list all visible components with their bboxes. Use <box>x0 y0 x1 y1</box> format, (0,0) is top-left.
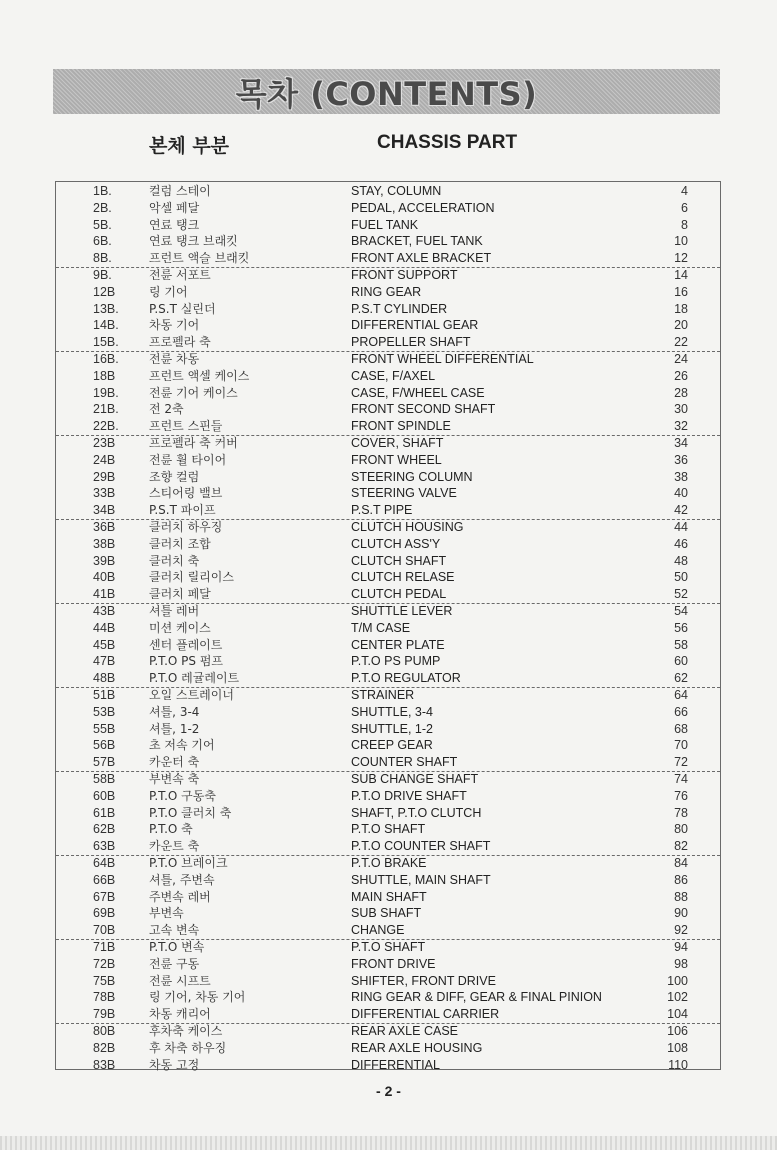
toc-entry <box>56 872 720 889</box>
toc-entry <box>56 553 720 570</box>
entry-english-title: STEERING VALVE <box>351 486 457 501</box>
entry-code: 55B <box>93 721 116 736</box>
entry-code: 69B <box>93 906 116 921</box>
entry-korean-title: 차동 고정 <box>149 1057 200 1072</box>
entry-english-title: SHUTTLE, 3-4 <box>351 704 433 719</box>
entry-english-title: PROPELLER SHAFT <box>351 335 471 350</box>
entry-korean-title: 클러치 릴리이스 <box>149 570 234 585</box>
entry-page: 24 <box>674 352 688 366</box>
entry-korean-title: 악셀 페달 <box>149 200 200 215</box>
entry-korean-title: 차동 캐리어 <box>149 1007 211 1022</box>
toc-entry <box>56 956 720 973</box>
entry-code: 66B <box>93 872 116 887</box>
entry-english-title: FRONT AXLE BRACKET <box>351 251 492 266</box>
entry-korean-title: P.T.O 변속 <box>149 940 205 954</box>
toc-entry <box>56 301 720 318</box>
toc-entry <box>56 620 720 637</box>
entry-english-title: CLUTCH HOUSING <box>351 520 464 534</box>
entry-korean-title: 카운터 축 <box>149 755 200 770</box>
entry-code: 1B. <box>93 184 112 198</box>
entry-korean-title: P.T.O PS 펌프 <box>149 654 224 669</box>
entry-page: 84 <box>674 856 688 870</box>
entry-korean-title: P.S.T 실린더 <box>149 301 216 316</box>
entry-korean-title: 프런트 액셀 케이스 <box>149 368 250 383</box>
entry-code: 2B. <box>93 200 112 215</box>
entry-english-title: REAR AXLE HOUSING <box>351 1040 483 1055</box>
entry-page: 56 <box>674 620 688 635</box>
entry-english-title: CLUTCH ASS'Y <box>351 536 441 551</box>
toc-entry <box>56 385 720 402</box>
entry-english-title: SHIFTER, FRONT DRIVE <box>351 973 496 988</box>
entry-page: 36 <box>674 452 688 467</box>
entry-code: 40B <box>93 570 116 585</box>
entry-code: 82B <box>93 1040 116 1055</box>
toc-group <box>56 435 720 520</box>
entry-code: 47B <box>93 654 116 669</box>
entry-page: 54 <box>674 604 688 618</box>
toc-entry <box>56 502 720 519</box>
entry-page: 40 <box>674 486 688 501</box>
entry-english-title: FRONT WHEEL DIFFERENTIAL <box>351 352 534 366</box>
toc-entry <box>56 670 720 687</box>
toc-entry <box>56 838 720 855</box>
toc-entry <box>56 519 720 536</box>
entry-korean-title: 조향 컬럼 <box>149 469 200 484</box>
entry-page: 48 <box>674 553 688 568</box>
toc-entry <box>56 922 720 939</box>
entry-korean-title: 후차축 케이스 <box>149 1024 223 1038</box>
entry-english-title: DIFFERENTIAL <box>351 1057 440 1072</box>
entry-english-title: T/M CASE <box>351 620 411 635</box>
entry-english-title: P.T.O BRAKE <box>351 856 427 870</box>
entry-korean-title: 차동 기어 <box>149 318 200 333</box>
entry-english-title: FUEL TANK <box>351 217 419 232</box>
entry-english-title: FRONT SPINDLE <box>351 419 451 434</box>
entry-korean-title: 부변속 축 <box>149 772 200 786</box>
entry-english-title: CASE, F/AXEL <box>351 368 436 383</box>
entry-english-title: P.T.O COUNTER SHAFT <box>351 839 491 854</box>
toc-entry <box>56 855 720 872</box>
toc-entry <box>56 737 720 754</box>
toc-entry <box>56 418 720 435</box>
toc-entry <box>56 989 720 1006</box>
entry-page: 76 <box>674 788 688 803</box>
toc-group <box>56 183 720 268</box>
toc-group <box>56 603 720 688</box>
entry-page: 20 <box>674 318 688 333</box>
entry-code: 13B. <box>93 301 119 316</box>
entry-code: 60B <box>93 788 116 803</box>
toc-entry <box>56 200 720 217</box>
entry-korean-title: 전륜 기어 케이스 <box>149 385 238 400</box>
entry-page: 88 <box>674 889 688 904</box>
entry-code: 67B <box>93 889 116 904</box>
toc-entry <box>56 1023 720 1040</box>
toc-entry <box>56 973 720 990</box>
toc-entry <box>56 821 720 838</box>
entry-english-title: CHANGE <box>351 923 405 938</box>
entry-korean-title: 셔틀, 3-4 <box>149 704 200 719</box>
toc-entry <box>56 721 720 738</box>
entry-page: 8 <box>681 217 688 232</box>
entry-page: 14 <box>674 268 688 282</box>
entry-korean-title: 셔틀, 1-2 <box>149 721 200 736</box>
toc-entry <box>56 569 720 586</box>
toc-entry <box>56 1040 720 1057</box>
entry-page: 74 <box>674 772 688 786</box>
entry-english-title: CASE, F/WHEEL CASE <box>351 385 485 400</box>
entry-english-title: COVER, SHAFT <box>351 436 444 450</box>
entry-code: 21B. <box>93 402 119 417</box>
entry-korean-title: 프로펠라 축 <box>149 335 211 350</box>
entry-code: 78B <box>93 990 116 1005</box>
entry-code: 61B <box>93 805 116 820</box>
entry-page: 26 <box>674 368 688 383</box>
entry-code: 63B <box>93 839 116 854</box>
entry-page: 94 <box>674 940 688 954</box>
toc-entry <box>56 939 720 956</box>
entry-code: 58B <box>93 772 116 786</box>
entry-page: 44 <box>674 520 688 534</box>
toc-entry <box>56 586 720 603</box>
toc-entry <box>56 905 720 922</box>
entry-english-title: P.T.O PS PUMP <box>351 654 441 669</box>
entry-english-title: CLUTCH PEDAL <box>351 587 447 602</box>
entry-korean-title: 부변속 <box>149 906 184 921</box>
entry-page: 18 <box>674 301 688 316</box>
toc-entry <box>56 687 720 704</box>
entry-code: 44B <box>93 620 116 635</box>
entry-page: 110 <box>668 1057 688 1072</box>
toc-group <box>56 771 720 856</box>
entry-page: 60 <box>674 654 688 669</box>
entry-english-title: P.T.O DRIVE SHAFT <box>351 788 467 803</box>
scan-edge <box>0 1136 777 1150</box>
entry-page: 70 <box>674 738 688 753</box>
entry-code: 33B <box>93 486 116 501</box>
entry-page: 66 <box>674 704 688 719</box>
entry-code: 6B. <box>93 234 112 249</box>
toc-entry <box>56 536 720 553</box>
entry-korean-title: P.T.O 브레이크 <box>149 856 228 870</box>
entry-page: 68 <box>674 721 688 736</box>
entry-page: 28 <box>674 385 688 400</box>
entry-code: 62B <box>93 822 116 837</box>
entry-code: 36B <box>93 520 116 534</box>
entry-page: 98 <box>674 956 688 971</box>
toc-entry <box>56 603 720 620</box>
entry-code: 23B <box>93 436 116 450</box>
entry-korean-title: 전륜 서포트 <box>149 268 211 282</box>
entry-english-title: BRACKET, FUEL TANK <box>351 234 483 249</box>
toc-entry <box>56 788 720 805</box>
entry-english-title: SHUTTLE, MAIN SHAFT <box>351 872 491 887</box>
entry-page: 12 <box>674 251 688 266</box>
entry-code: 9B. <box>93 268 112 282</box>
entry-code: 38B <box>93 536 116 551</box>
toc-entry <box>56 284 720 301</box>
entry-code: 48B <box>93 671 116 686</box>
toc-entry <box>56 452 720 469</box>
entry-korean-title: 클러치 페달 <box>149 587 211 602</box>
entry-page: 38 <box>674 469 688 484</box>
entry-english-title: SHUTTLE LEVER <box>351 604 453 618</box>
entry-code: 70B <box>93 923 116 938</box>
entry-page: 100 <box>667 973 688 988</box>
entry-english-title: RING GEAR & DIFF, GEAR & FINAL PINION <box>351 990 602 1005</box>
toc-entry <box>56 704 720 721</box>
entry-korean-title: 스티어링 밸브 <box>149 486 223 501</box>
toc-group <box>56 855 720 940</box>
toc-group <box>56 519 720 604</box>
entry-korean-title: 프런트 액슬 브래킷 <box>149 251 250 266</box>
entry-english-title: CREEP GEAR <box>351 738 433 753</box>
entry-page: 4 <box>681 184 688 198</box>
entry-code: 12B <box>93 284 116 299</box>
toc-entry <box>56 653 720 670</box>
entry-code: 51B <box>93 688 116 702</box>
toc-entry <box>56 485 720 502</box>
entry-korean-title: P.T.O 클러치 축 <box>149 805 232 820</box>
entry-korean-title: 연료 탱크 <box>149 217 200 232</box>
entry-korean-title: 전 2축 <box>149 402 184 417</box>
toc-entry <box>56 233 720 250</box>
entry-page: 50 <box>674 570 688 585</box>
entry-korean-title: 카운트 축 <box>149 839 200 854</box>
entry-english-title: P.T.O SHAFT <box>351 822 426 837</box>
entry-english-title: FRONT DRIVE <box>351 956 436 971</box>
entry-english-title: CLUTCH SHAFT <box>351 553 447 568</box>
entry-korean-title: 후 차축 하우징 <box>149 1040 227 1055</box>
toc-entry <box>56 351 720 368</box>
entry-code: 19B. <box>93 385 119 400</box>
entry-english-title: CENTER PLATE <box>351 637 445 652</box>
toc-entry <box>56 317 720 334</box>
entry-korean-title: 미션 케이스 <box>149 620 211 635</box>
entry-english-title: P.S.T PIPE <box>351 503 413 518</box>
entry-korean-title: 주변속 레버 <box>149 889 211 904</box>
entry-code: 8B. <box>93 251 112 266</box>
entry-page: 80 <box>674 822 688 837</box>
entry-code: 14B. <box>93 318 119 333</box>
toc-entry <box>56 334 720 351</box>
toc-entry <box>56 401 720 418</box>
entry-code: 43B <box>93 604 116 618</box>
entry-korean-title: 전륜 구동 <box>149 956 200 971</box>
entry-korean-title: 전륜 휠 타이어 <box>149 452 227 467</box>
entry-code: 79B <box>93 1007 116 1022</box>
entry-korean-title: P.T.O 축 <box>149 822 193 837</box>
entry-code: 41B <box>93 587 116 602</box>
page-number: - 2 - <box>376 1083 401 1099</box>
toc-group <box>56 351 720 436</box>
toc-entry <box>56 1006 720 1023</box>
toc-group <box>56 687 720 772</box>
entry-korean-title: 초 저속 기어 <box>149 738 215 753</box>
entry-korean-title: P.T.O 구동축 <box>149 788 216 803</box>
toc-entry <box>56 889 720 906</box>
entry-page: 10 <box>674 234 688 249</box>
toc-entry <box>56 267 720 284</box>
entry-code: 22B. <box>93 419 119 434</box>
entry-korean-title: 컬럼 스테이 <box>149 184 211 198</box>
entry-english-title: FRONT SECOND SHAFT <box>351 402 496 417</box>
entry-english-title: FRONT WHEEL <box>351 452 442 467</box>
entry-english-title: STAY, COLUMN <box>351 184 442 198</box>
table-of-contents <box>55 181 721 1070</box>
entry-page: 42 <box>674 503 688 518</box>
toc-group <box>56 939 720 1024</box>
toc-entry <box>56 805 720 822</box>
entry-code: 53B <box>93 704 116 719</box>
entry-code: 34B <box>93 503 116 518</box>
entry-english-title: SUB SHAFT <box>351 906 422 921</box>
entry-korean-title: 연료 탱크 브래킷 <box>149 234 238 249</box>
entry-page: 102 <box>667 990 688 1005</box>
toc-entry <box>56 771 720 788</box>
entry-page: 82 <box>674 839 688 854</box>
entry-english-title: SHUTTLE, 1-2 <box>351 721 433 736</box>
section-heading-english: CHASSIS PART <box>377 132 518 153</box>
entry-korean-title: 링 기어 <box>149 284 188 299</box>
entry-korean-title: 셔틀 레버 <box>149 604 200 618</box>
entry-page: 6 <box>681 200 688 215</box>
entry-korean-title: 프로펠라 축 커버 <box>149 436 238 450</box>
entry-korean-title: 오일 스트레이너 <box>149 688 234 702</box>
entry-korean-title: 셔틀, 주변속 <box>149 872 215 887</box>
toc-entry <box>56 368 720 385</box>
contents-banner <box>53 69 720 114</box>
entry-page: 78 <box>674 805 688 820</box>
toc-entry <box>56 637 720 654</box>
entry-code: 80B <box>93 1024 116 1038</box>
entry-english-title: P.T.O REGULATOR <box>351 671 461 686</box>
entry-page: 46 <box>674 536 688 551</box>
entry-page: 64 <box>674 688 688 702</box>
entry-page: 72 <box>674 755 688 770</box>
entry-english-title: COUNTER SHAFT <box>351 755 458 770</box>
entry-korean-title: 클러치 조합 <box>149 536 211 551</box>
entry-page: 106 <box>667 1024 688 1038</box>
entry-code: 45B <box>93 637 116 652</box>
entry-page: 58 <box>674 637 688 652</box>
toc-entry <box>56 1057 720 1074</box>
entry-code: 64B <box>93 856 116 870</box>
entry-korean-title: 프런트 스핀들 <box>149 419 223 434</box>
toc-entry <box>56 754 720 771</box>
entry-page: 108 <box>667 1040 688 1055</box>
entry-code: 75B <box>93 973 116 988</box>
entry-page: 52 <box>674 587 688 602</box>
entry-page: 34 <box>674 436 688 450</box>
entry-korean-title: 센터 플레이트 <box>149 637 223 652</box>
banner-title: 목차 (CONTENTS) <box>235 74 538 113</box>
entry-page: 90 <box>674 906 688 921</box>
entry-korean-title: 전륜 시프트 <box>149 973 211 988</box>
entry-code: 29B <box>93 469 116 484</box>
toc-entry <box>56 469 720 486</box>
entry-english-title: MAIN SHAFT <box>351 889 427 904</box>
toc-entry <box>56 435 720 452</box>
toc-group <box>56 267 720 352</box>
entry-code: 71B <box>93 940 116 954</box>
entry-code: 72B <box>93 956 116 971</box>
entry-code: 56B <box>93 738 116 753</box>
entry-page: 92 <box>674 923 688 938</box>
entry-english-title: STEERING COLUMN <box>351 469 473 484</box>
entry-korean-title: P.S.T 파이프 <box>149 503 216 518</box>
entry-korean-title: 고속 변속 <box>149 923 200 938</box>
toc-entry <box>56 183 720 200</box>
entry-english-title: DIFFERENTIAL CARRIER <box>351 1007 500 1022</box>
entry-code: 24B <box>93 452 116 467</box>
entry-page: 22 <box>674 335 688 350</box>
entry-page: 86 <box>674 872 688 887</box>
entry-code: 18B <box>93 368 116 383</box>
entry-english-title: CLUTCH RELASE <box>351 570 455 585</box>
entry-english-title: SUB CHANGE SHAFT <box>351 772 479 786</box>
entry-page: 16 <box>674 284 688 299</box>
entry-page: 62 <box>674 671 688 686</box>
entry-page: 30 <box>674 402 688 417</box>
entry-code: 5B. <box>93 217 112 232</box>
entry-page: 104 <box>667 1007 688 1022</box>
entry-english-title: SHAFT, P.T.O CLUTCH <box>351 805 482 820</box>
entry-page: 32 <box>674 419 688 434</box>
entry-english-title: STRAINER <box>351 688 415 702</box>
toc-entry <box>56 250 720 267</box>
entry-english-title: REAR AXLE CASE <box>351 1024 458 1038</box>
entry-code: 57B <box>93 755 116 770</box>
section-heading-korean: 본체 부분 <box>149 135 230 157</box>
entry-code: 16B. <box>93 352 119 366</box>
entry-english-title: FRONT SUPPORT <box>351 268 458 282</box>
entry-korean-title: 전륜 차동 <box>149 352 200 366</box>
entry-korean-title: 링 기어, 차동 기어 <box>149 990 246 1005</box>
entry-code: 83B <box>93 1057 116 1072</box>
toc-entry <box>56 217 720 234</box>
entry-english-title: P.T.O SHAFT <box>351 940 426 954</box>
entry-korean-title: P.T.O 레귤레이트 <box>149 671 240 686</box>
entry-korean-title: 클러치 축 <box>149 553 200 568</box>
entry-english-title: RING GEAR <box>351 284 422 299</box>
entry-english-title: PEDAL, ACCELERATION <box>351 200 495 215</box>
entry-english-title: DIFFERENTIAL GEAR <box>351 318 479 333</box>
entry-english-title: P.S.T CYLINDER <box>351 301 448 316</box>
entry-code: 15B. <box>93 335 119 350</box>
entry-korean-title: 클러치 하우징 <box>149 520 223 534</box>
entry-code: 39B <box>93 553 116 568</box>
